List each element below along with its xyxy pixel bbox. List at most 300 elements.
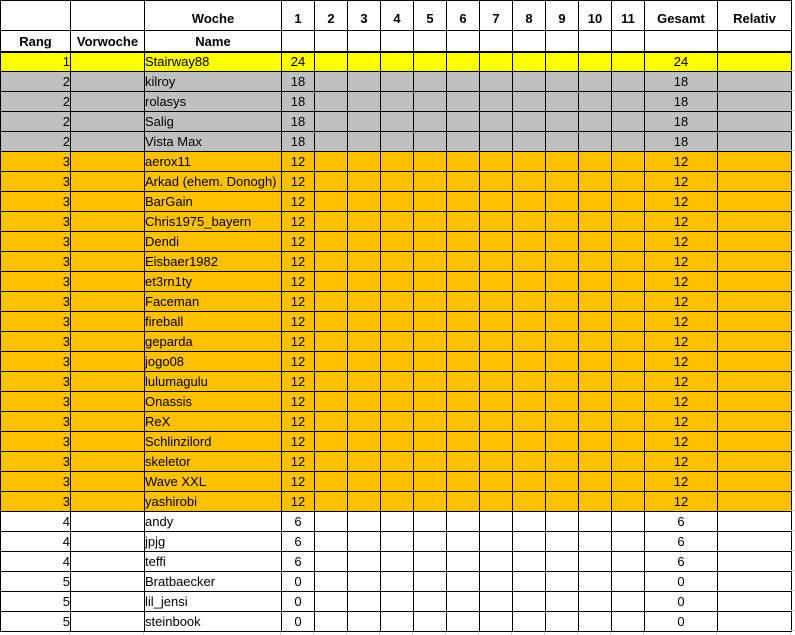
week-7-cell[interactable] xyxy=(480,112,513,132)
relativ-cell[interactable] xyxy=(718,112,792,132)
week-7-cell[interactable] xyxy=(480,212,513,232)
week-9-header[interactable]: 9 xyxy=(546,1,579,31)
name-cell[interactable]: Wave XXL xyxy=(145,472,282,492)
week-9-cell[interactable] xyxy=(546,152,579,172)
relativ-cell[interactable] xyxy=(718,592,792,612)
week-1-cell[interactable]: 6 xyxy=(282,552,315,572)
week-4-cell[interactable] xyxy=(381,532,414,552)
week-9-cell[interactable] xyxy=(546,412,579,432)
week-3-cell[interactable] xyxy=(348,352,381,372)
week-9-cell[interactable] xyxy=(546,272,579,292)
week-4-cell[interactable] xyxy=(381,92,414,112)
week-10-cell[interactable] xyxy=(579,192,612,212)
week-4-cell[interactable] xyxy=(381,232,414,252)
gesamt-cell[interactable]: 12 xyxy=(645,152,718,172)
week-2-cell[interactable] xyxy=(315,612,348,632)
empty-header-cell[interactable] xyxy=(480,31,513,52)
vorwoche-cell[interactable] xyxy=(71,552,145,572)
week-9-cell[interactable] xyxy=(546,292,579,312)
gesamt-cell[interactable]: 12 xyxy=(645,432,718,452)
week-9-cell[interactable] xyxy=(546,232,579,252)
week-10-cell[interactable] xyxy=(579,572,612,592)
week-3-cell[interactable] xyxy=(348,172,381,192)
rang-cell[interactable]: 2 xyxy=(1,112,71,132)
week-6-cell[interactable] xyxy=(447,332,480,352)
week-9-cell[interactable] xyxy=(546,132,579,152)
relativ-cell[interactable] xyxy=(718,452,792,472)
week-11-cell[interactable] xyxy=(612,512,645,532)
week-10-cell[interactable] xyxy=(579,532,612,552)
relativ-cell[interactable] xyxy=(718,532,792,552)
rang-cell[interactable]: 3 xyxy=(1,352,71,372)
rang-cell[interactable]: 5 xyxy=(1,612,71,632)
week-10-header[interactable]: 10 xyxy=(579,1,612,31)
week-2-header[interactable]: 2 xyxy=(315,1,348,31)
week-5-cell[interactable] xyxy=(414,112,447,132)
week-10-cell[interactable] xyxy=(579,352,612,372)
week-1-cell[interactable]: 12 xyxy=(282,452,315,472)
gesamt-cell[interactable]: 0 xyxy=(645,612,718,632)
week-7-cell[interactable] xyxy=(480,372,513,392)
week-4-cell[interactable] xyxy=(381,412,414,432)
week-1-cell[interactable]: 12 xyxy=(282,172,315,192)
week-2-cell[interactable] xyxy=(315,332,348,352)
week-11-cell[interactable] xyxy=(612,412,645,432)
week-6-cell[interactable] xyxy=(447,52,480,72)
gesamt-cell[interactable]: 12 xyxy=(645,232,718,252)
week-3-cell[interactable] xyxy=(348,92,381,112)
vorwoche-cell[interactable] xyxy=(71,312,145,332)
week-6-cell[interactable] xyxy=(447,592,480,612)
vorwoche-cell[interactable] xyxy=(71,352,145,372)
week-4-cell[interactable] xyxy=(381,252,414,272)
week-11-cell[interactable] xyxy=(612,312,645,332)
name-cell[interactable]: jpjg xyxy=(145,532,282,552)
week-10-cell[interactable] xyxy=(579,272,612,292)
week-10-cell[interactable] xyxy=(579,372,612,392)
week-7-cell[interactable] xyxy=(480,172,513,192)
week-1-cell[interactable]: 12 xyxy=(282,232,315,252)
vorwoche-cell[interactable] xyxy=(71,212,145,232)
week-11-cell[interactable] xyxy=(612,232,645,252)
week-10-cell[interactable] xyxy=(579,292,612,312)
week-11-cell[interactable] xyxy=(612,352,645,372)
week-3-cell[interactable] xyxy=(348,112,381,132)
week-7-cell[interactable] xyxy=(480,352,513,372)
week-4-cell[interactable] xyxy=(381,332,414,352)
relativ-cell[interactable] xyxy=(718,332,792,352)
name-cell[interactable]: jogo08 xyxy=(145,352,282,372)
week-8-cell[interactable] xyxy=(513,612,546,632)
rang-cell[interactable]: 2 xyxy=(1,72,71,92)
week-10-cell[interactable] xyxy=(579,112,612,132)
week-9-cell[interactable] xyxy=(546,352,579,372)
week-2-cell[interactable] xyxy=(315,512,348,532)
rang-cell[interactable]: 3 xyxy=(1,152,71,172)
week-3-cell[interactable] xyxy=(348,312,381,332)
week-9-cell[interactable] xyxy=(546,192,579,212)
rang-cell[interactable]: 3 xyxy=(1,272,71,292)
week-8-cell[interactable] xyxy=(513,592,546,612)
week-8-cell[interactable] xyxy=(513,192,546,212)
week-8-cell[interactable] xyxy=(513,252,546,272)
week-8-cell[interactable] xyxy=(513,472,546,492)
week-2-cell[interactable] xyxy=(315,432,348,452)
name-cell[interactable]: rolasys xyxy=(145,92,282,112)
week-11-cell[interactable] xyxy=(612,172,645,192)
rang-cell[interactable]: 3 xyxy=(1,492,71,512)
week-5-cell[interactable] xyxy=(414,532,447,552)
relativ-cell[interactable] xyxy=(718,572,792,592)
rang-cell[interactable]: 3 xyxy=(1,172,71,192)
week-7-cell[interactable] xyxy=(480,532,513,552)
rang-cell[interactable]: 3 xyxy=(1,372,71,392)
week-1-cell[interactable]: 18 xyxy=(282,92,315,112)
week-2-cell[interactable] xyxy=(315,592,348,612)
week-7-cell[interactable] xyxy=(480,232,513,252)
week-6-cell[interactable] xyxy=(447,292,480,312)
week-4-cell[interactable] xyxy=(381,292,414,312)
gesamt-cell[interactable]: 12 xyxy=(645,252,718,272)
week-8-cell[interactable] xyxy=(513,292,546,312)
week-4-cell[interactable] xyxy=(381,552,414,572)
week-1-cell[interactable]: 6 xyxy=(282,512,315,532)
rang-cell[interactable]: 3 xyxy=(1,412,71,432)
week-5-cell[interactable] xyxy=(414,572,447,592)
vorwoche-cell[interactable] xyxy=(71,192,145,212)
week-4-cell[interactable] xyxy=(381,212,414,232)
week-6-cell[interactable] xyxy=(447,312,480,332)
week-8-cell[interactable] xyxy=(513,112,546,132)
week-4-cell[interactable] xyxy=(381,112,414,132)
name-cell[interactable]: Bratbaecker xyxy=(145,572,282,592)
week-11-cell[interactable] xyxy=(612,92,645,112)
week-10-cell[interactable] xyxy=(579,332,612,352)
rang-cell[interactable]: 3 xyxy=(1,292,71,312)
week-7-cell[interactable] xyxy=(480,392,513,412)
week-7-cell[interactable] xyxy=(480,512,513,532)
gesamt-cell[interactable]: 12 xyxy=(645,352,718,372)
vorwoche-header[interactable]: Vorwoche xyxy=(71,31,145,52)
gesamt-header[interactable]: Gesamt xyxy=(645,1,718,31)
gesamt-cell[interactable]: 12 xyxy=(645,412,718,432)
week-7-cell[interactable] xyxy=(480,132,513,152)
week-9-cell[interactable] xyxy=(546,472,579,492)
week-6-cell[interactable] xyxy=(447,412,480,432)
vorwoche-cell[interactable] xyxy=(71,92,145,112)
empty-header-cell[interactable] xyxy=(718,31,792,52)
week-9-cell[interactable] xyxy=(546,52,579,72)
name-cell[interactable]: aerox11 xyxy=(145,152,282,172)
week-5-cell[interactable] xyxy=(414,92,447,112)
week-9-cell[interactable] xyxy=(546,432,579,452)
week-6-header[interactable]: 6 xyxy=(447,1,480,31)
vorwoche-cell[interactable] xyxy=(71,232,145,252)
name-cell[interactable]: Schlinzilord xyxy=(145,432,282,452)
week-1-cell[interactable]: 12 xyxy=(282,372,315,392)
week-10-cell[interactable] xyxy=(579,452,612,472)
week-9-cell[interactable] xyxy=(546,252,579,272)
week-1-cell[interactable]: 12 xyxy=(282,292,315,312)
rang-cell[interactable]: 4 xyxy=(1,512,71,532)
week-11-cell[interactable] xyxy=(612,612,645,632)
name-cell[interactable]: lil_jensi xyxy=(145,592,282,612)
week-9-cell[interactable] xyxy=(546,572,579,592)
week-1-cell[interactable]: 0 xyxy=(282,612,315,632)
name-cell[interactable]: Dendi xyxy=(145,232,282,252)
relativ-cell[interactable] xyxy=(718,512,792,532)
week-3-cell[interactable] xyxy=(348,52,381,72)
week-11-cell[interactable] xyxy=(612,592,645,612)
week-5-cell[interactable] xyxy=(414,512,447,532)
week-3-cell[interactable] xyxy=(348,512,381,532)
relativ-cell[interactable] xyxy=(718,472,792,492)
week-8-cell[interactable] xyxy=(513,232,546,252)
week-3-cell[interactable] xyxy=(348,472,381,492)
name-cell[interactable]: skeletor xyxy=(145,452,282,472)
empty-header-cell[interactable] xyxy=(612,31,645,52)
week-5-cell[interactable] xyxy=(414,392,447,412)
name-cell[interactable]: Salig xyxy=(145,112,282,132)
gesamt-cell[interactable]: 18 xyxy=(645,112,718,132)
week-8-cell[interactable] xyxy=(513,412,546,432)
week-3-cell[interactable] xyxy=(348,432,381,452)
week-3-cell[interactable] xyxy=(348,292,381,312)
week-6-cell[interactable] xyxy=(447,192,480,212)
week-3-cell[interactable] xyxy=(348,412,381,432)
week-4-cell[interactable] xyxy=(381,192,414,212)
empty-header-cell[interactable] xyxy=(546,31,579,52)
week-10-cell[interactable] xyxy=(579,172,612,192)
vorwoche-cell[interactable] xyxy=(71,372,145,392)
week-6-cell[interactable] xyxy=(447,272,480,292)
week-1-cell[interactable]: 12 xyxy=(282,392,315,412)
empty-header-cell[interactable] xyxy=(414,31,447,52)
week-9-cell[interactable] xyxy=(546,492,579,512)
rang-cell[interactable]: 3 xyxy=(1,312,71,332)
week-2-cell[interactable] xyxy=(315,172,348,192)
week-8-cell[interactable] xyxy=(513,352,546,372)
week-2-cell[interactable] xyxy=(315,572,348,592)
week-3-cell[interactable] xyxy=(348,192,381,212)
week-10-cell[interactable] xyxy=(579,72,612,92)
week-2-cell[interactable] xyxy=(315,212,348,232)
week-6-cell[interactable] xyxy=(447,152,480,172)
week-1-cell[interactable]: 18 xyxy=(282,132,315,152)
week-3-cell[interactable] xyxy=(348,552,381,572)
week-9-cell[interactable] xyxy=(546,452,579,472)
week-4-cell[interactable] xyxy=(381,472,414,492)
week-1-cell[interactable]: 18 xyxy=(282,112,315,132)
week-9-cell[interactable] xyxy=(546,552,579,572)
week-11-cell[interactable] xyxy=(612,392,645,412)
week-3-cell[interactable] xyxy=(348,392,381,412)
gesamt-cell[interactable]: 18 xyxy=(645,132,718,152)
week-5-cell[interactable] xyxy=(414,292,447,312)
name-cell[interactable]: andy xyxy=(145,512,282,532)
week-5-cell[interactable] xyxy=(414,272,447,292)
week-6-cell[interactable] xyxy=(447,232,480,252)
week-7-cell[interactable] xyxy=(480,452,513,472)
week-5-cell[interactable] xyxy=(414,352,447,372)
relativ-cell[interactable] xyxy=(718,72,792,92)
week-2-cell[interactable] xyxy=(315,452,348,472)
gesamt-cell[interactable]: 6 xyxy=(645,532,718,552)
week-2-cell[interactable] xyxy=(315,352,348,372)
gesamt-cell[interactable]: 18 xyxy=(645,72,718,92)
week-4-header[interactable]: 4 xyxy=(381,1,414,31)
week-2-cell[interactable] xyxy=(315,492,348,512)
week-1-cell[interactable]: 6 xyxy=(282,532,315,552)
rang-header[interactable]: Rang xyxy=(1,31,71,52)
week-6-cell[interactable] xyxy=(447,112,480,132)
vorwoche-cell[interactable] xyxy=(71,572,145,592)
week-8-cell[interactable] xyxy=(513,372,546,392)
week-5-cell[interactable] xyxy=(414,552,447,572)
week-6-cell[interactable] xyxy=(447,472,480,492)
name-cell[interactable]: Chris1975_bayern xyxy=(145,212,282,232)
vorwoche-cell[interactable] xyxy=(71,392,145,412)
empty-header-cell-rang[interactable] xyxy=(1,1,71,31)
week-5-cell[interactable] xyxy=(414,612,447,632)
week-8-cell[interactable] xyxy=(513,272,546,292)
week-3-cell[interactable] xyxy=(348,452,381,472)
relativ-cell[interactable] xyxy=(718,352,792,372)
week-7-cell[interactable] xyxy=(480,552,513,572)
week-2-cell[interactable] xyxy=(315,552,348,572)
week-10-cell[interactable] xyxy=(579,432,612,452)
week-9-cell[interactable] xyxy=(546,592,579,612)
week-4-cell[interactable] xyxy=(381,172,414,192)
week-6-cell[interactable] xyxy=(447,212,480,232)
name-cell[interactable]: Vista Max xyxy=(145,132,282,152)
relativ-cell[interactable] xyxy=(718,412,792,432)
week-6-cell[interactable] xyxy=(447,392,480,412)
relativ-cell[interactable] xyxy=(718,492,792,512)
week-1-cell[interactable]: 12 xyxy=(282,352,315,372)
vorwoche-cell[interactable] xyxy=(71,52,145,72)
week-7-cell[interactable] xyxy=(480,252,513,272)
week-8-cell[interactable] xyxy=(513,392,546,412)
week-11-cell[interactable] xyxy=(612,132,645,152)
rang-cell[interactable]: 5 xyxy=(1,592,71,612)
gesamt-cell[interactable]: 12 xyxy=(645,172,718,192)
week-6-cell[interactable] xyxy=(447,172,480,192)
week-8-cell[interactable] xyxy=(513,212,546,232)
rang-cell[interactable]: 3 xyxy=(1,332,71,352)
week-9-cell[interactable] xyxy=(546,392,579,412)
week-1-cell[interactable]: 24 xyxy=(282,52,315,72)
week-5-cell[interactable] xyxy=(414,312,447,332)
gesamt-cell[interactable]: 6 xyxy=(645,552,718,572)
week-10-cell[interactable] xyxy=(579,252,612,272)
week-8-cell[interactable] xyxy=(513,552,546,572)
empty-header-cell[interactable] xyxy=(447,31,480,52)
rang-cell[interactable]: 5 xyxy=(1,572,71,592)
gesamt-cell[interactable]: 18 xyxy=(645,92,718,112)
week-11-cell[interactable] xyxy=(612,532,645,552)
week-5-cell[interactable] xyxy=(414,232,447,252)
rang-cell[interactable]: 3 xyxy=(1,452,71,472)
week-5-cell[interactable] xyxy=(414,332,447,352)
week-6-cell[interactable] xyxy=(447,252,480,272)
relativ-cell[interactable] xyxy=(718,552,792,572)
week-4-cell[interactable] xyxy=(381,352,414,372)
vorwoche-cell[interactable] xyxy=(71,332,145,352)
week-1-header[interactable]: 1 xyxy=(282,1,315,31)
rang-cell[interactable]: 3 xyxy=(1,392,71,412)
week-6-cell[interactable] xyxy=(447,132,480,152)
week-7-cell[interactable] xyxy=(480,612,513,632)
week-2-cell[interactable] xyxy=(315,152,348,172)
week-11-cell[interactable] xyxy=(612,492,645,512)
empty-header-cell[interactable] xyxy=(645,31,718,52)
week-11-cell[interactable] xyxy=(612,152,645,172)
week-7-cell[interactable] xyxy=(480,312,513,332)
week-9-cell[interactable] xyxy=(546,332,579,352)
week-4-cell[interactable] xyxy=(381,132,414,152)
gesamt-cell[interactable]: 12 xyxy=(645,312,718,332)
week-7-cell[interactable] xyxy=(480,332,513,352)
week-2-cell[interactable] xyxy=(315,292,348,312)
name-cell[interactable]: kilroy xyxy=(145,72,282,92)
name-cell[interactable]: yashirobi xyxy=(145,492,282,512)
week-2-cell[interactable] xyxy=(315,232,348,252)
week-7-cell[interactable] xyxy=(480,592,513,612)
week-7-cell[interactable] xyxy=(480,292,513,312)
week-4-cell[interactable] xyxy=(381,312,414,332)
week-4-cell[interactable] xyxy=(381,152,414,172)
week-2-cell[interactable] xyxy=(315,272,348,292)
week-2-cell[interactable] xyxy=(315,52,348,72)
week-9-cell[interactable] xyxy=(546,72,579,92)
week-9-cell[interactable] xyxy=(546,312,579,332)
name-cell[interactable]: Arkad (ehem. Donogh) xyxy=(145,172,282,192)
relativ-cell[interactable] xyxy=(718,312,792,332)
week-1-cell[interactable]: 12 xyxy=(282,152,315,172)
vorwoche-cell[interactable] xyxy=(71,492,145,512)
name-header[interactable]: Name xyxy=(145,31,282,52)
week-2-cell[interactable] xyxy=(315,372,348,392)
week-8-cell[interactable] xyxy=(513,152,546,172)
rang-cell[interactable]: 4 xyxy=(1,552,71,572)
relativ-cell[interactable] xyxy=(718,92,792,112)
week-10-cell[interactable] xyxy=(579,552,612,572)
week-8-cell[interactable] xyxy=(513,132,546,152)
week-1-cell[interactable]: 12 xyxy=(282,472,315,492)
week-4-cell[interactable] xyxy=(381,572,414,592)
week-6-cell[interactable] xyxy=(447,352,480,372)
week-6-cell[interactable] xyxy=(447,92,480,112)
week-1-cell[interactable]: 12 xyxy=(282,412,315,432)
week-3-cell[interactable] xyxy=(348,252,381,272)
empty-header-cell[interactable] xyxy=(315,31,348,52)
week-2-cell[interactable] xyxy=(315,72,348,92)
week-1-cell[interactable]: 12 xyxy=(282,312,315,332)
relativ-cell[interactable] xyxy=(718,132,792,152)
week-4-cell[interactable] xyxy=(381,512,414,532)
week-11-cell[interactable] xyxy=(612,112,645,132)
week-5-cell[interactable] xyxy=(414,192,447,212)
vorwoche-cell[interactable] xyxy=(71,412,145,432)
week-11-cell[interactable] xyxy=(612,452,645,472)
vorwoche-cell[interactable] xyxy=(71,172,145,192)
rang-cell[interactable]: 3 xyxy=(1,432,71,452)
week-4-cell[interactable] xyxy=(381,432,414,452)
week-10-cell[interactable] xyxy=(579,412,612,432)
rang-cell[interactable]: 4 xyxy=(1,532,71,552)
week-6-cell[interactable] xyxy=(447,532,480,552)
